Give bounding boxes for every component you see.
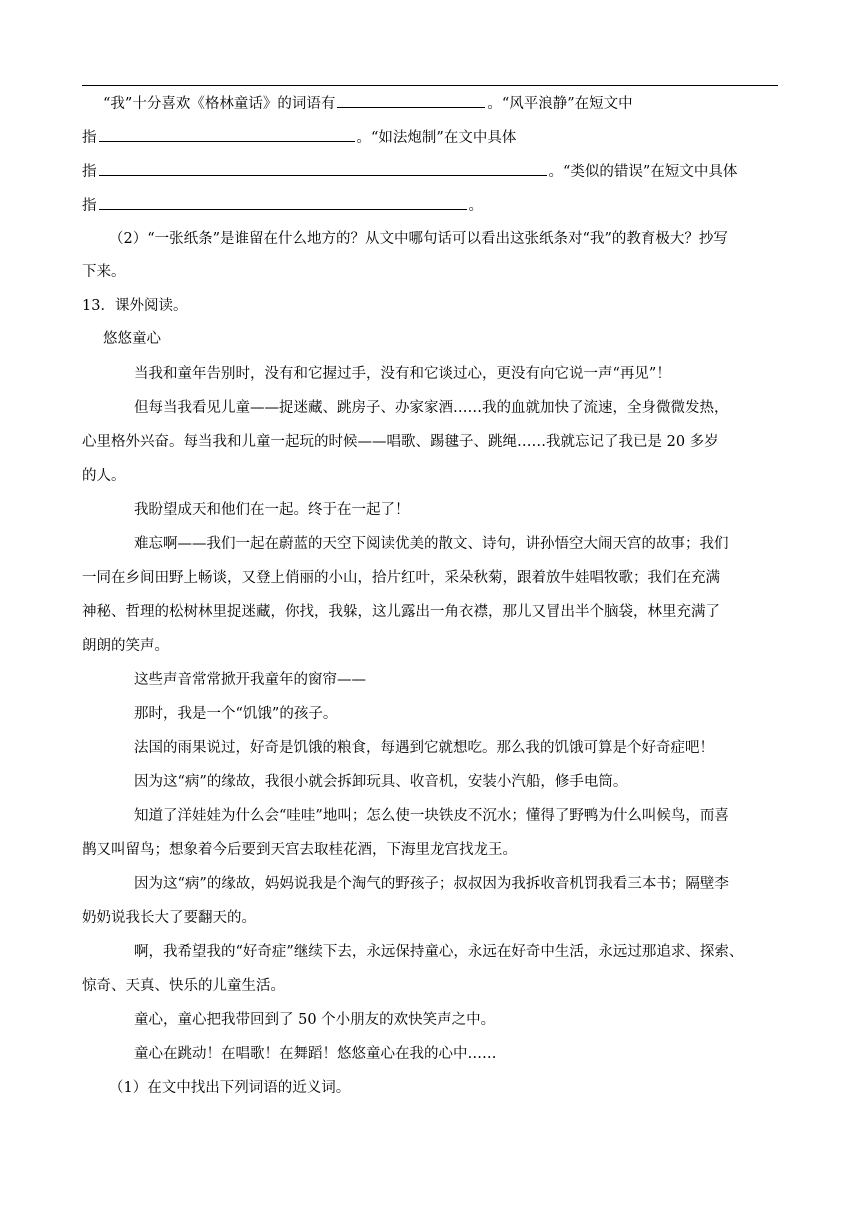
- passage-line: 这些声音常常掀开我童年的窗帘——: [134, 672, 366, 688]
- q12-text: 。: [468, 198, 483, 214]
- passage-line: 心里格外兴奋。每当我和儿童一起玩的时候——唱歌、踢毽子、跳绳……我就忘记了我已是 20 多岁: [82, 434, 719, 450]
- q12-sub2-line-1: （2）“一张纸条”是谁留在什么地方的？从文中哪句话可以看出这张纸条对“我”的教育极大？抄写: [109, 231, 728, 247]
- answer-blank[interactable]: [99, 161, 547, 176]
- q12-text: 指: [82, 164, 97, 180]
- answer-blank[interactable]: [99, 127, 355, 142]
- header-rule: [82, 85, 778, 86]
- q13-heading: 13．课外阅读。: [82, 298, 188, 314]
- answer-blank[interactable]: [99, 195, 467, 210]
- answer-blank[interactable]: [337, 93, 485, 108]
- passage-line: 啊，我希望我的“好奇症”继续下去，永远保持童心，永远在好奇中生活，永远过那追求、探索、: [134, 944, 744, 960]
- passage-line: 童心，童心把我带回到了 50 个小朋友的欢快笑声之中。: [134, 1012, 496, 1028]
- q12-line-2: [82, 127, 782, 148]
- passage-line: 惊奇、天真、快乐的儿童生活。: [82, 978, 285, 994]
- q12-line-1: [103, 93, 803, 114]
- passage-line: 鹊又叫留鸟；想象着今后要到天宫去取桂花酒，下海里龙宫找龙王。: [82, 842, 517, 858]
- passage-line: 神秘、哲理的松树林里捉迷藏，你找，我躲，这儿露出一角衣襟，那儿又冒出半个脑袋，林里充满了: [82, 604, 720, 620]
- passage-line: 但每当我看见儿童——捉迷藏、跳房子、办家家酒……我的血就加快了流速，全身微微发热，: [134, 400, 729, 416]
- q12-text: 。“如法炮制”在文中具体: [356, 130, 517, 146]
- passage-line: 因为这“病”的缘故，妈妈说我是个淘气的野孩子；叔叔因为我拆收音机罚我看三本书；隔壁李: [134, 876, 729, 892]
- passage-title: 悠悠童心: [103, 331, 161, 347]
- q12-text: 指: [82, 130, 97, 146]
- passage-line: 那时，我是一个“饥饿”的孩子。: [134, 706, 338, 722]
- q12-text: “我”十分喜欢《格林童话》的词语有: [103, 96, 336, 112]
- passage-line: 奶奶说我长大了要翻天的。: [82, 910, 256, 926]
- passage-line: 知道了洋娃娃为什么会“哇哇”地叫；怎么使一块铁皮不沉水；懂得了野鸭为什么叫候鸟，而喜: [134, 808, 729, 824]
- q13-sub1: （1）在文中找出下列词语的近义词。: [109, 1080, 351, 1096]
- passage-line: 的人。: [82, 468, 126, 484]
- passage-line: 一同在乡间田野上畅谈，又登上俏丽的小山，拾片红叶，采朵秋菊，跟着放牛娃唱牧歌；我们在充满: [82, 570, 720, 586]
- passage-line: 当我和童年告别时，没有和它握过手，没有和它谈过心，更没有向它说一声“再见”！: [134, 366, 671, 382]
- passage-line: 朗朗的笑声。: [82, 638, 169, 654]
- passage-line: 童心在跳动！在唱歌！在舞蹈！悠悠童心在我的心中……: [134, 1046, 497, 1062]
- q12-line-3: [82, 161, 782, 182]
- passage-line: 法国的雨果说过，好奇是饥饿的粮食，每遇到它就想吃。那么我的饥饿可算是个好奇症吧！: [134, 740, 714, 756]
- q12-line-4: [82, 195, 782, 216]
- q12-text: 指: [82, 198, 97, 214]
- q12-text: 。“类似的错误”在短文中具体: [548, 164, 738, 180]
- passage-line: 因为这“病”的缘故，我很小就会拆卸玩具、收音机，安装小汽船，修手电筒。: [134, 774, 628, 790]
- q12-text: 。“风平浪静”在短文中: [487, 96, 633, 112]
- passage-line: 难忘啊——我们一起在蔚蓝的天空下阅读优美的散文、诗句，讲孙悟空大闹天宫的故事；我们: [134, 536, 729, 552]
- passage-line: 我盼望成天和他们在一起。终于在一起了！: [134, 502, 410, 518]
- q12-sub2-line-2: 下来。: [82, 264, 126, 280]
